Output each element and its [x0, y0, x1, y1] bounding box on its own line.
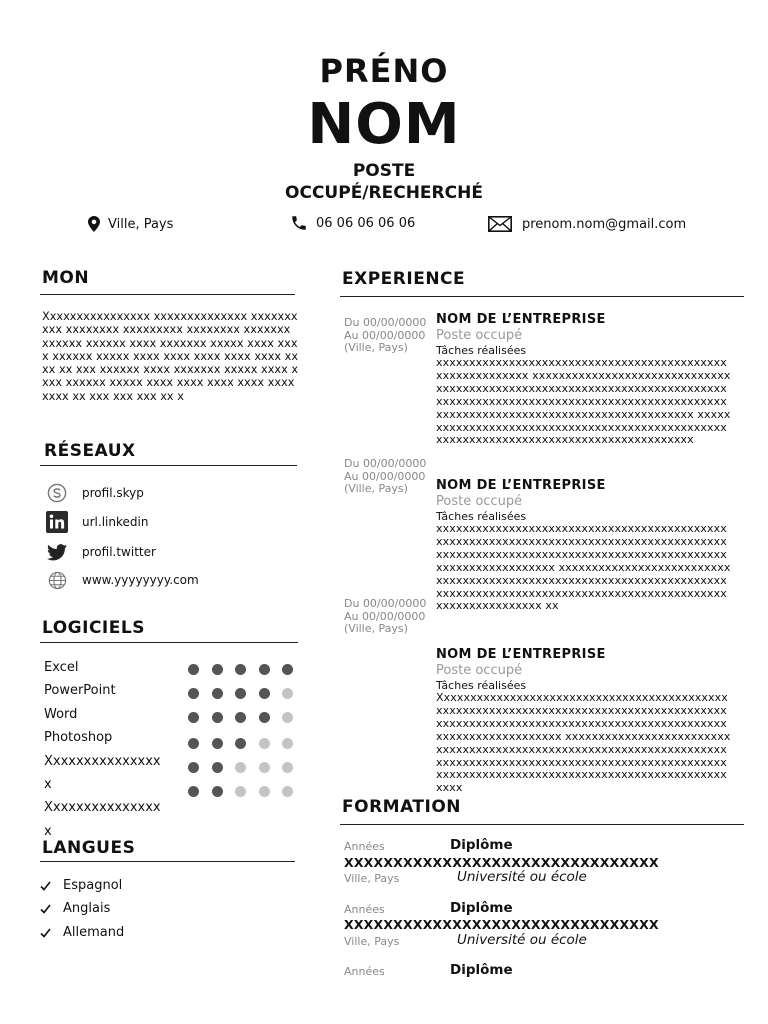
twitter-label: profil.twitter	[82, 545, 156, 559]
language-label: Allemand	[63, 925, 125, 940]
rating-dot-filled	[235, 664, 246, 675]
rating-dot-filled	[188, 738, 199, 749]
skill-rating	[188, 786, 293, 797]
education-school: Université ou école	[457, 869, 587, 885]
education-place: Ville, Pays	[344, 872, 400, 885]
education-years: Années	[344, 840, 385, 853]
language-item	[40, 925, 124, 940]
company-name: NOM DE L’ENTREPRISE	[436, 312, 606, 327]
experience-divider	[340, 296, 744, 297]
software-divider	[40, 642, 298, 643]
rating-dot-filled	[212, 688, 223, 699]
tasks-text: xxxxxxxxxxxxxxxxxxxxxxxxxxxxxxxxxxxxxxxxxxxxxxxxxxxxxxxxxxxxxxxxxxxxxxxxxxxxxxxxxxxxxxxxxxxxxxxxxxxxxxxxxxxxxxxxxxxxxxxxxxxxxxxxxxxxxxxxxxxxxxxxxxxxxx xxxxxxxxxxxxxxxxxxxxxxxxxxxxxxxxxxxxxxxxxxxxxxxxxxxxxxxxxxxxxxxxxxxxxxxxxxxxxxxxxxxxxxxxxxxxxxxxxxxxxxxxxxxxxxxxxxxxxxxxxxxxxxxxxx xx	[436, 522, 731, 613]
software-name: Xxxxxxxxxxxxxxxx	[44, 753, 161, 793]
tasks-label: Tâches réalisées	[436, 344, 527, 357]
education-years: Années	[344, 903, 385, 916]
experience-entry	[436, 478, 732, 628]
profile-text: Xxxxxxxxxxxxxxxx xxxxxxxxxxxxxx xxxxxxxxxx xxxxxxxx xxxxxxxxx xxxxxxxx xxxxxxx xxxxxx xxxxxx xxxx xxxxxxx xxxxx xxxx xxxx xxxxxx xxxxx xxxx xxxx xxxx xxxx xxxx xxxx xx xxx xxxxxx xxxx xxxxxxx xxxxx xxxx xxxx xxxxxx xxxxx xxxx xxxx xxxx xxxx xxxx xxxx xx xxx xxx xxx xx x	[42, 310, 299, 403]
linkedin-icon	[46, 511, 68, 533]
rating-dot-empty	[259, 786, 270, 797]
location-text: Ville, Pays	[108, 216, 174, 232]
experience-place: (Ville, Pays)	[344, 341, 408, 354]
skill-rating	[188, 712, 293, 723]
rating-dot-filled	[235, 738, 246, 749]
experience-dates	[344, 598, 426, 636]
rating-dot-empty	[259, 762, 270, 773]
education-title: FORMATION	[342, 797, 462, 817]
rating-dot-empty	[282, 738, 293, 749]
languages-title: LANGUES	[42, 838, 136, 858]
experience-place: (Ville, Pays)	[344, 482, 408, 495]
date-to: Au 00/00/0000	[344, 469, 426, 483]
date-to: Au 00/00/0000	[344, 609, 426, 623]
rating-dot-filled	[188, 712, 199, 723]
rating-dot-empty	[282, 762, 293, 773]
twitter-icon	[46, 541, 68, 563]
languages-divider	[40, 861, 295, 862]
education-degree: Diplôme	[450, 962, 513, 978]
role: Poste occupé	[436, 328, 523, 343]
rating-dot-filled	[212, 738, 223, 749]
job-title: POSTE OCCUPÉ/RECHERCHÉ	[285, 161, 483, 203]
language-label: Anglais	[63, 901, 111, 916]
checkmark-icon	[40, 904, 51, 914]
experience-entry	[436, 312, 732, 462]
software-name: Word	[44, 706, 78, 722]
contact-phone	[290, 214, 415, 232]
date-from: Du 00/00/0000	[344, 597, 427, 610]
rating-dot-empty	[282, 688, 293, 699]
email-text: prenom.nom@gmail.com	[522, 216, 687, 232]
experience-title: EXPERIENCE	[342, 269, 466, 289]
education-detail: XXXXXXXXXXXXXXXXXXXXXXXXXXXXXXXX	[344, 855, 659, 870]
software-name: PowerPoint	[44, 683, 116, 699]
rating-dot-filled	[259, 688, 270, 699]
envelope-icon	[488, 216, 512, 232]
role: Poste occupé	[436, 494, 523, 509]
profile-divider	[40, 294, 295, 295]
rating-dot-filled	[235, 712, 246, 723]
rating-dot-empty	[235, 786, 246, 797]
education-place: Ville, Pays	[344, 935, 400, 948]
phone-text: 06 06 06 06 06	[316, 215, 416, 231]
tasks-text: Xxxxxxxxxxxxxxxxxxxxxxxxxxxxxxxxxxxxxxxxxxxxxxxxxxxxxxxxxxxxxxxxxxxxxxxxxxxxxxxxxxxxxxxxxxxxxxxxxxxxxxxxxxxxxxxxxxxxxxxxxxxxxxxxxxxxxxxxxxxxxxxxxxxxxxx xxxxxxxxxxxxxxxxxxxxxxxxxxxxxxxxxxxxxxxxxxxxxxxxxxxxxxxxxxxxxxxxxxxxx xxxxxxxxxxxxxxxxxxxxxxxxxxxxxxxxxxxxxxxxxxxxxxxxxxxxxxxxxxxxxxxxxxxxxxxxxxxxxxxxxxxxxxxxxxxx	[436, 691, 731, 795]
rating-dot-filled	[259, 664, 270, 675]
rating-dot-filled	[188, 688, 199, 699]
last-name: NOM	[307, 92, 461, 157]
experience-dates	[344, 317, 426, 355]
education-degree: Diplôme	[450, 900, 513, 916]
role: Poste occupé	[436, 663, 523, 678]
network-item-linkedin[interactable]	[46, 511, 148, 533]
rating-dot-filled	[259, 712, 270, 723]
rating-dot-empty	[282, 712, 293, 723]
rating-dot-filled	[188, 762, 199, 773]
experience-entry	[436, 647, 732, 795]
company-name: NOM DE L’ENTREPRISE	[436, 478, 606, 493]
tasks-label: Tâches réalisées	[436, 510, 527, 523]
date-to: Au 00/00/0000	[344, 328, 426, 342]
rating-dot-empty	[235, 762, 246, 773]
linkedin-label: url.linkedin	[82, 515, 149, 529]
experience-place: (Ville, Pays)	[344, 622, 408, 635]
map-pin-icon	[88, 216, 100, 232]
rating-dot-filled	[188, 664, 199, 675]
rating-dot-filled	[188, 786, 199, 797]
experience-dates	[344, 458, 426, 496]
education-divider	[340, 824, 744, 825]
networks-title: RÉSEAUX	[44, 441, 136, 461]
rating-dot-filled	[212, 712, 223, 723]
education-school: Université ou école	[457, 932, 587, 948]
rating-dot-filled	[282, 664, 293, 675]
rating-dot-filled	[212, 762, 223, 773]
networks-divider	[40, 465, 297, 466]
education-detail: XXXXXXXXXXXXXXXXXXXXXXXXXXXXXXXX	[344, 917, 659, 932]
date-from: Du 00/00/0000	[344, 457, 427, 470]
contact-email	[488, 216, 686, 232]
software-title: LOGICIELS	[42, 618, 145, 638]
skype-label: profil.skyp	[82, 486, 144, 500]
language-label: Espagnol	[63, 878, 123, 893]
tasks-text: xxxxxxxxxxxxxxxxxxxxxxxxxxxxxxxxxxxxxxxxxxxxxxxxxxxxxxxxxx xxxxxxxxxxxxxxxxxxxxxxxxxxxxxxxxxxxxxxxxxxxxxxxxxxxxxxxxxxxxxxxxxxxxxxxxxxxxxxxxxxxxxxxxxxxxxxxxxxxxxxxxxxxxxxxxxxxxxxxxxxxxxxxxxxxxxxxxxxxxxxxxxxxxxxxxxxxxx xxxxxxxxxxxxxxxxxxxxxxxxxxxxxxxxxxxxxxxxxxxxxxxxxxxxxxxxxxxxxxxxxxxxxxxxxxxxxxxxxxxxxxxx	[436, 356, 731, 447]
network-item-skype[interactable]	[46, 482, 144, 504]
phone-icon	[290, 214, 308, 232]
rating-dot-empty	[282, 786, 293, 797]
education-degree: Diplôme	[450, 837, 513, 853]
tasks-label: Tâches réalisées	[436, 679, 527, 692]
rating-dot-filled	[235, 688, 246, 699]
network-item-twitter[interactable]	[46, 541, 156, 563]
education-years: Années	[344, 965, 385, 978]
rating-dot-filled	[212, 786, 223, 797]
company-name: NOM DE L’ENTREPRISE	[436, 647, 606, 662]
software-name: Excel	[44, 660, 79, 675]
globe-icon	[46, 569, 68, 591]
skill-rating	[188, 688, 293, 699]
rating-dot-empty	[259, 738, 270, 749]
skill-rating	[188, 738, 293, 749]
software-name: Xxxxxxxxxxxxxxxx	[44, 800, 161, 839]
website-label: www.yyyyyyyy.com	[82, 573, 199, 587]
skill-rating	[188, 762, 293, 773]
skype-icon	[46, 482, 68, 504]
first-name: PRÉNO	[319, 52, 449, 90]
network-item-website[interactable]	[46, 569, 199, 591]
checkmark-icon	[40, 928, 51, 938]
software-name: Photoshop	[44, 730, 113, 746]
profile-title: MON	[42, 268, 90, 288]
date-from: Du 00/00/0000	[344, 316, 427, 329]
language-item	[40, 901, 110, 916]
checkmark-icon	[40, 881, 51, 891]
contact-location	[88, 216, 173, 232]
skill-rating	[188, 664, 293, 675]
software-list	[44, 656, 166, 839]
language-item	[40, 878, 122, 893]
rating-dot-filled	[212, 664, 223, 675]
